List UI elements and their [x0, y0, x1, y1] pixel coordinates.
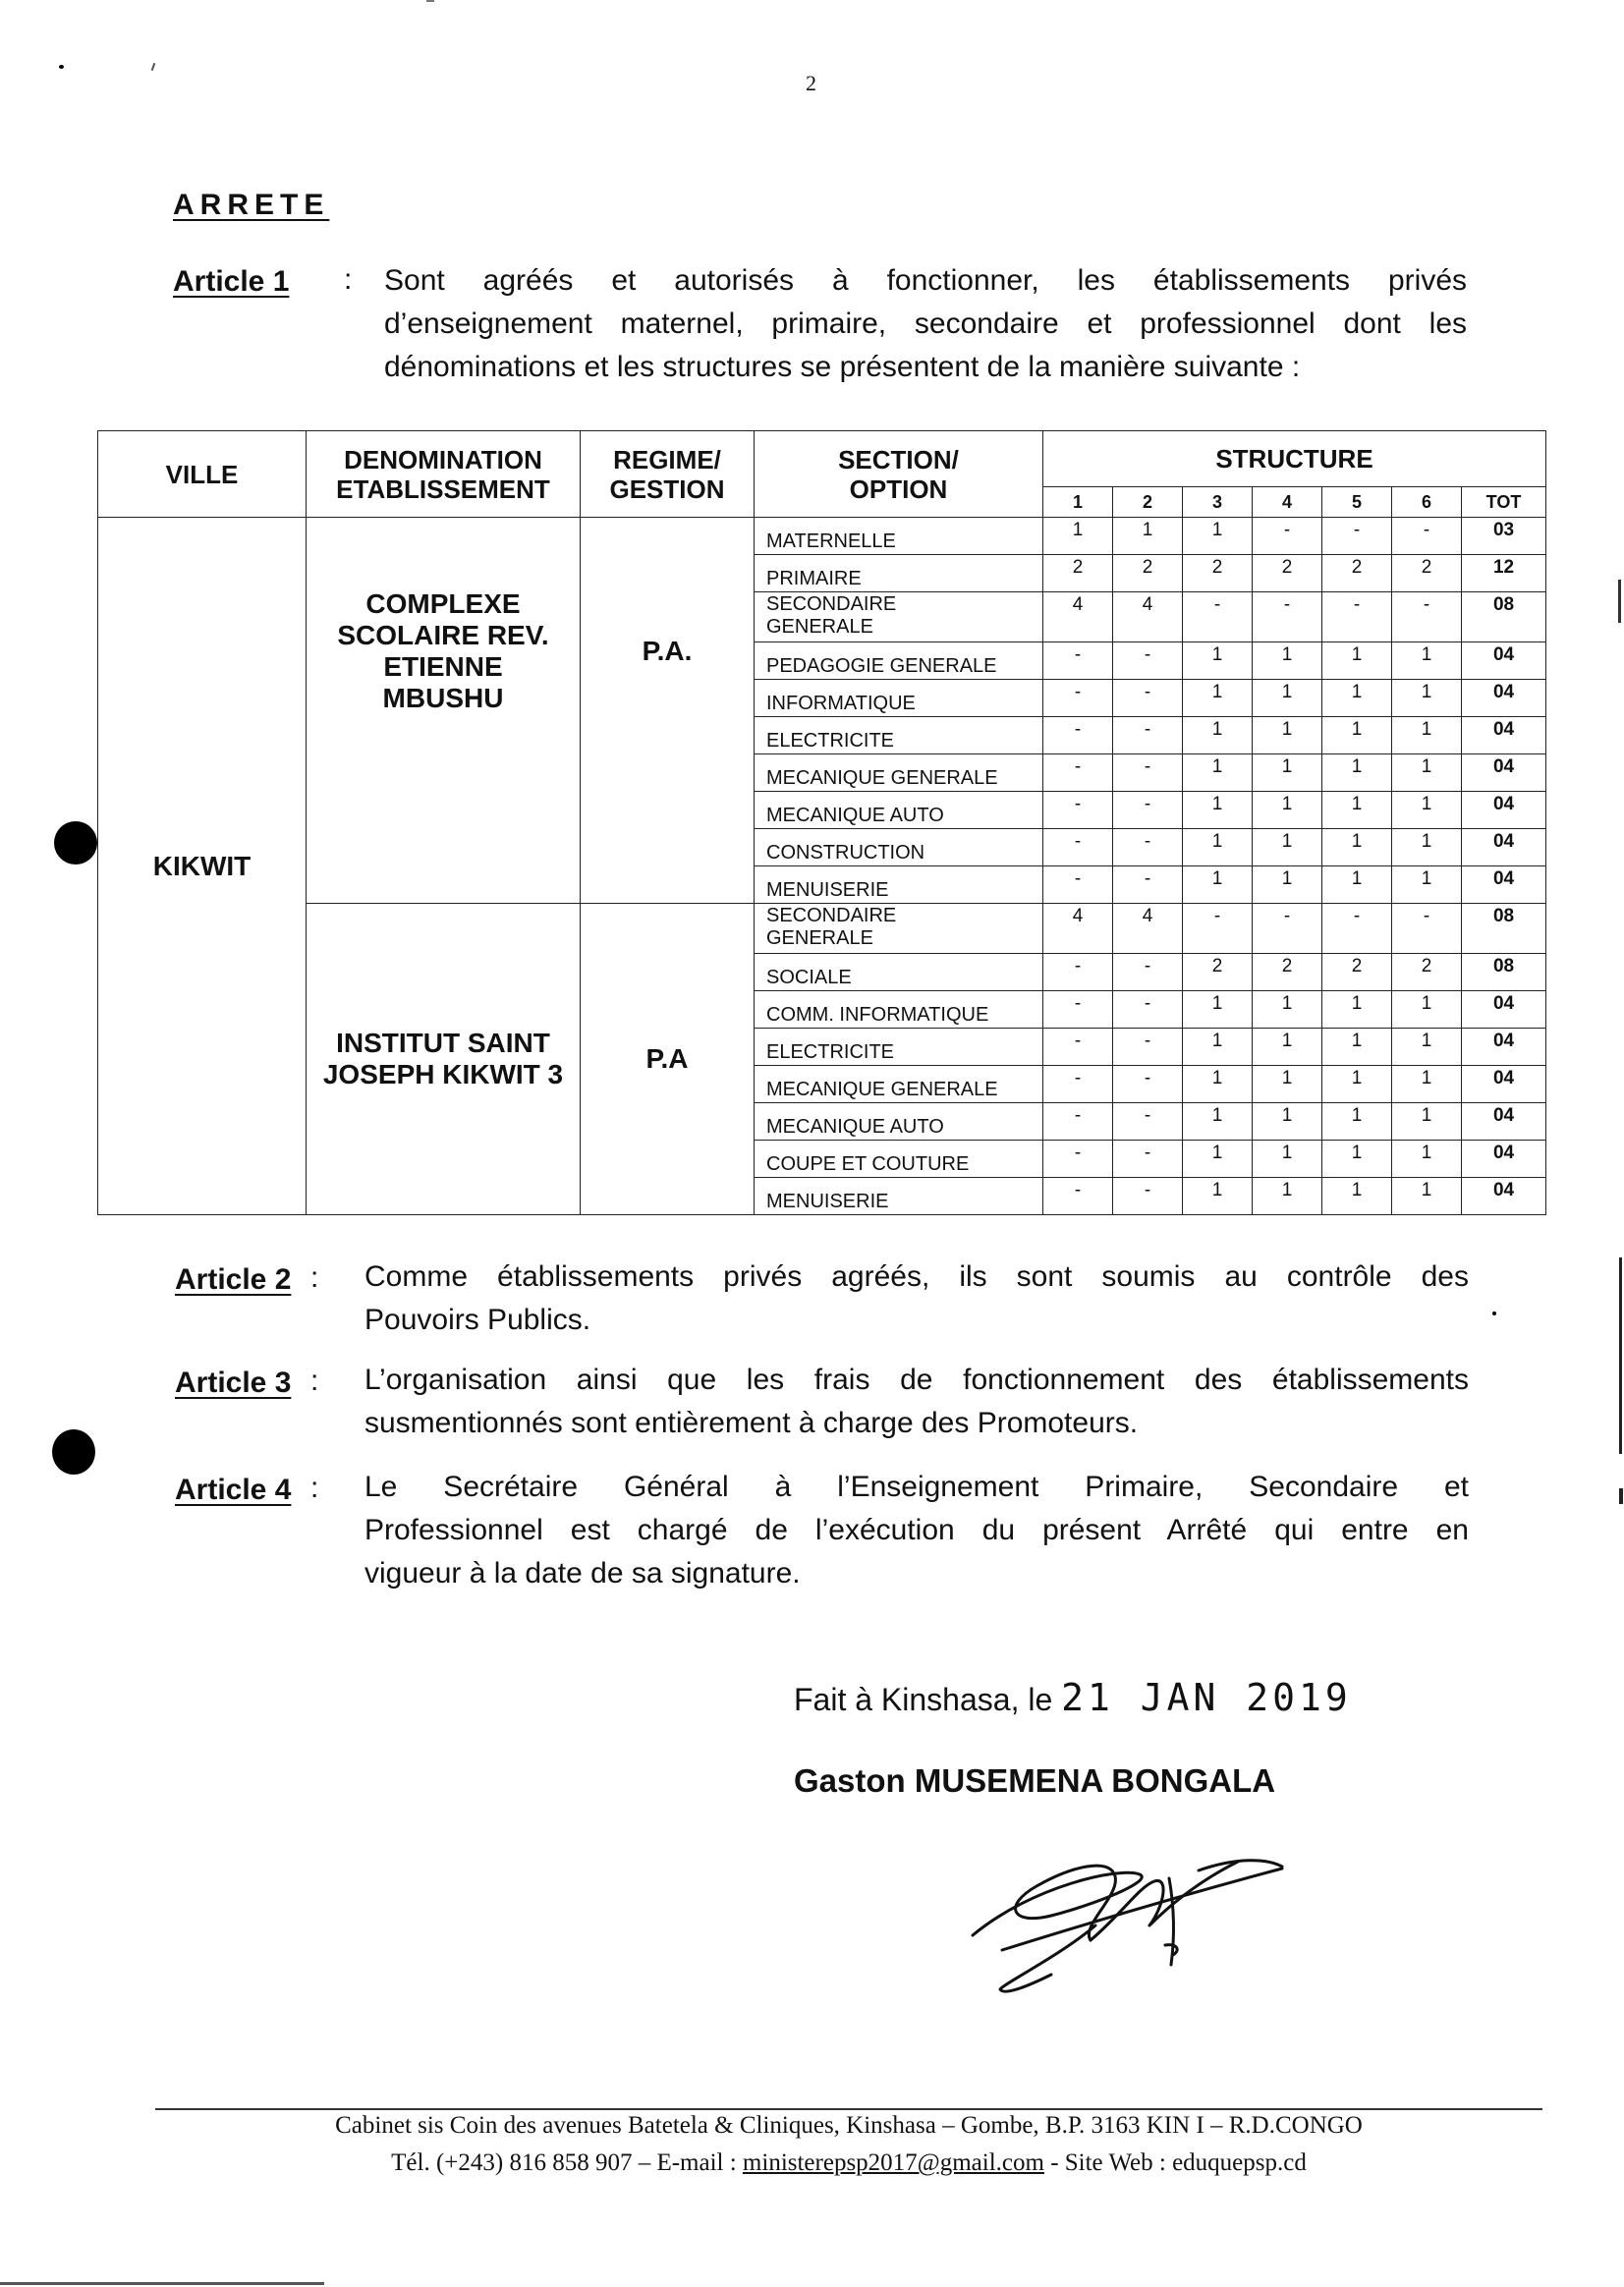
year-value-cell: 2 — [1392, 555, 1462, 592]
section-line: SECONDAIRE — [766, 593, 897, 615]
header-ville: VILLE — [98, 431, 307, 518]
section-line: MECANIQUE AUTO — [766, 805, 944, 826]
article1-text — [384, 259, 1467, 389]
section-line: COUPE ET COUTURE — [766, 1153, 970, 1175]
total-cell: 04 — [1462, 1103, 1546, 1141]
footer-divider — [155, 2108, 1542, 2110]
year-value-cell: - — [1322, 592, 1392, 642]
year-value-cell: - — [1043, 1178, 1113, 1215]
school-name-line: COMPLEXE — [365, 588, 521, 619]
place-date-line — [794, 1676, 1352, 1719]
header-denomination-line: ETABLISSEMENT — [336, 474, 550, 504]
article4-colon: : — [310, 1472, 319, 1504]
year-value-cell: 1 — [1392, 717, 1462, 754]
total-cell: 04 — [1462, 1066, 1546, 1103]
section-cell — [755, 866, 1043, 904]
year-value-cell: - — [1043, 717, 1113, 754]
year-value-cell: 1 — [1253, 991, 1322, 1029]
year-value-cell: 1 — [1183, 518, 1253, 555]
header-col-4: 4 — [1253, 487, 1322, 518]
year-value-cell: - — [1043, 1066, 1113, 1103]
year-value-cell: 1 — [1253, 717, 1322, 754]
year-value-cell: 2 — [1253, 954, 1322, 991]
year-value-cell: 1 — [1392, 1178, 1462, 1215]
regime-cell: P.A. — [581, 518, 755, 904]
year-value-cell: 1 — [1253, 754, 1322, 792]
article3-label: Article 3 — [175, 1367, 292, 1399]
year-value-cell: 2 — [1043, 555, 1113, 592]
structure-table — [97, 430, 1546, 1215]
header-col-2: 2 — [1113, 487, 1183, 518]
year-value-cell: - — [1043, 1029, 1113, 1066]
year-value-cell: 1 — [1392, 991, 1462, 1029]
year-value-cell: 1 — [1322, 754, 1392, 792]
year-value-cell: 1 — [1322, 866, 1392, 904]
year-value-cell: - — [1183, 904, 1253, 954]
year-value-cell: 1 — [1183, 754, 1253, 792]
total-cell: 03 — [1462, 518, 1546, 555]
year-value-cell: - — [1113, 829, 1183, 866]
article2-text — [364, 1255, 1469, 1342]
table-row — [98, 518, 1546, 555]
total-cell: 08 — [1462, 954, 1546, 991]
section-cell — [755, 954, 1043, 991]
year-value-cell: 1 — [1322, 1178, 1392, 1215]
header-col-6: 6 — [1392, 487, 1462, 518]
handwritten-date: 21 JAN 2019 — [1061, 1676, 1352, 1719]
year-value-cell: 1 — [1253, 1029, 1322, 1066]
year-value-cell: - — [1043, 1141, 1113, 1178]
year-value-cell: 1 — [1183, 1178, 1253, 1215]
signature-scribble — [943, 1827, 1316, 2004]
year-value-cell: - — [1043, 754, 1113, 792]
year-value-cell: - — [1043, 1103, 1113, 1141]
total-cell: 04 — [1462, 991, 1546, 1029]
footer-email-link[interactable]: ministerepsp2017@gmail.com — [742, 2149, 1044, 2176]
year-value-cell: 2 — [1322, 954, 1392, 991]
year-value-cell: - — [1043, 866, 1113, 904]
year-value-cell: 1 — [1253, 866, 1322, 904]
year-value-cell: 1 — [1392, 1029, 1462, 1066]
scan-mark — [426, 0, 434, 2]
year-value-cell: 1 — [1392, 680, 1462, 717]
year-value-cell: 2 — [1183, 555, 1253, 592]
header-regime-line: REGIME/ — [613, 444, 721, 474]
article2-line: Comme établissements privés agréés, ils sont soumis au contrôle des — [364, 1260, 1469, 1293]
year-value-cell: 1 — [1253, 792, 1322, 829]
section-line: COMM. INFORMATIQUE — [766, 1004, 989, 1026]
scan-edge-mark — [1619, 1488, 1623, 1504]
section-cell — [755, 829, 1043, 866]
year-value-cell: - — [1253, 904, 1322, 954]
article3-line: susmentionnés sont entièrement à charge des Promoteurs. — [364, 1407, 1139, 1439]
year-value-cell: 2 — [1392, 954, 1462, 991]
year-value-cell: 2 — [1253, 555, 1322, 592]
year-value-cell: - — [1392, 904, 1462, 954]
section-cell — [755, 754, 1043, 792]
year-value-cell: - — [1113, 1103, 1183, 1141]
year-value-cell: - — [1043, 642, 1113, 680]
year-value-cell: 1 — [1183, 1103, 1253, 1141]
year-value-cell: 1 — [1183, 1029, 1253, 1066]
year-value-cell: 4 — [1113, 904, 1183, 954]
regime-cell: P.A — [581, 904, 755, 1215]
section-cell — [755, 592, 1043, 642]
year-value-cell: 1 — [1322, 1103, 1392, 1141]
total-cell: 04 — [1462, 829, 1546, 866]
section-cell — [755, 1029, 1043, 1066]
scan-bottom-edge — [0, 2282, 324, 2285]
year-value-cell: - — [1392, 592, 1462, 642]
section-cell — [755, 1178, 1043, 1215]
article4-label: Article 4 — [175, 1474, 292, 1506]
year-value-cell: 1 — [1183, 1066, 1253, 1103]
footer-web: - Site Web : eduquepsp.cd — [1050, 2149, 1307, 2176]
year-value-cell: 1 — [1392, 754, 1462, 792]
year-value-cell: 1 — [1322, 642, 1392, 680]
total-cell: 04 — [1462, 1029, 1546, 1066]
year-value-cell: 2 — [1322, 555, 1392, 592]
scan-mark — [151, 63, 156, 71]
year-value-cell: 1 — [1392, 642, 1462, 680]
section-line: MATERNELLE — [766, 530, 896, 552]
year-value-cell: - — [1322, 904, 1392, 954]
header-col-1: 1 — [1043, 487, 1113, 518]
year-value-cell: - — [1113, 754, 1183, 792]
section-cell — [755, 680, 1043, 717]
year-value-cell: 1 — [1322, 1066, 1392, 1103]
decree-heading: ARRETE — [173, 189, 330, 221]
school-name-line: SCOLAIRE REV. — [337, 620, 549, 650]
scan-edge-mark — [1619, 1257, 1622, 1454]
section-cell — [755, 1141, 1043, 1178]
year-value-cell: 1 — [1183, 1141, 1253, 1178]
year-value-cell: 4 — [1113, 592, 1183, 642]
header-col-5: 5 — [1322, 487, 1392, 518]
section-line: INFORMATIQUE — [766, 693, 916, 714]
year-value-cell: - — [1113, 1178, 1183, 1215]
article1-label: Article 1 — [173, 265, 290, 298]
year-value-cell: - — [1253, 518, 1322, 555]
section-line: MENUISERIE — [766, 879, 889, 901]
year-value-cell: 1 — [1183, 642, 1253, 680]
year-value-cell: 1 — [1392, 1066, 1462, 1103]
footer-contact — [155, 2149, 1542, 2177]
year-value-cell: 1 — [1392, 1103, 1462, 1141]
total-cell: 08 — [1462, 592, 1546, 642]
structure-table-body — [98, 518, 1546, 1215]
year-value-cell: 1 — [1322, 991, 1392, 1029]
year-value-cell: 1 — [1253, 1066, 1322, 1103]
section-line: MECANIQUE GENERALE — [766, 1079, 998, 1100]
year-value-cell: - — [1043, 829, 1113, 866]
year-value-cell: 1 — [1322, 680, 1392, 717]
year-value-cell: 1 — [1392, 829, 1462, 866]
header-regime-line: GESTION — [609, 474, 725, 504]
scan-edge-mark — [1618, 580, 1621, 623]
section-line: PEDAGOGIE GENERALE — [766, 655, 997, 677]
year-value-cell: 1 — [1183, 991, 1253, 1029]
punch-hole-mark — [54, 821, 97, 865]
year-value-cell: 4 — [1043, 592, 1113, 642]
year-value-cell: 1 — [1253, 1141, 1322, 1178]
year-value-cell: - — [1113, 954, 1183, 991]
header-col-3: 3 — [1183, 487, 1253, 518]
year-value-cell: 1 — [1253, 680, 1322, 717]
section-line: SOCIALE — [766, 967, 852, 988]
section-cell — [755, 904, 1043, 954]
header-section-line: SECTION/ — [838, 444, 959, 474]
year-value-cell: 1 — [1253, 1103, 1322, 1141]
total-cell: 04 — [1462, 754, 1546, 792]
total-cell: 04 — [1462, 1178, 1546, 1215]
year-value-cell: 1 — [1392, 792, 1462, 829]
table-row — [98, 904, 1546, 954]
total-cell: 04 — [1462, 717, 1546, 754]
year-value-cell: 1 — [1392, 1141, 1462, 1178]
section-line: MECANIQUE AUTO — [766, 1116, 944, 1138]
article2-label: Article 2 — [175, 1263, 292, 1296]
year-value-cell: - — [1043, 680, 1113, 717]
article2-colon: : — [310, 1261, 319, 1294]
total-cell: 04 — [1462, 680, 1546, 717]
year-value-cell: - — [1113, 1029, 1183, 1066]
article3-line: L’organisation ainsi que les frais de fonctionnement des établissements — [364, 1364, 1469, 1396]
header-denomination-line: DENOMINATION — [344, 444, 542, 474]
school-name-cell — [307, 904, 581, 1215]
section-line: GENERALE — [766, 616, 873, 638]
header-col-tot: TOT — [1462, 487, 1546, 518]
year-value-cell: 1 — [1322, 1141, 1392, 1178]
year-value-cell: - — [1043, 954, 1113, 991]
year-value-cell: - — [1253, 592, 1322, 642]
school-name-line: JOSEPH KIKWIT 3 — [322, 1059, 564, 1089]
article1-line: Sont agréés et autorisés à fonctionner, les établissements privés — [384, 264, 1467, 297]
year-value-cell: 1 — [1322, 829, 1392, 866]
section-cell — [755, 518, 1043, 555]
header-section-line: OPTION — [849, 474, 948, 504]
article1-line: d’enseignement maternel, primaire, secondaire et professionnel dont les — [384, 307, 1467, 340]
year-value-cell: 1 — [1322, 717, 1392, 754]
section-line: ELECTRICITE — [766, 730, 895, 752]
year-value-cell: - — [1113, 642, 1183, 680]
year-value-cell: 1 — [1113, 518, 1183, 555]
signatory-name: Gaston MUSEMENA BONGALA — [794, 1762, 1276, 1799]
year-value-cell: - — [1113, 792, 1183, 829]
year-value-cell: - — [1113, 991, 1183, 1029]
year-value-cell: - — [1113, 1066, 1183, 1103]
year-value-cell: - — [1043, 792, 1113, 829]
section-cell — [755, 717, 1043, 754]
section-line: GENERALE — [766, 927, 873, 949]
school-name-line: ETIENNE — [383, 651, 503, 682]
ville-cell: KIKWIT — [98, 518, 307, 1215]
footer-address: Cabinet sis Coin des avenues Batetela & Cliniques, Kinshasa – Gombe, B.P. 3163 KIN I – R.D.CONGO — [335, 2112, 1363, 2139]
school-name-line: INSTITUT SAINT — [336, 1028, 550, 1058]
article3-colon: : — [310, 1365, 319, 1397]
year-value-cell: - — [1183, 592, 1253, 642]
header-denomination — [307, 431, 581, 518]
total-cell: 12 — [1462, 555, 1546, 592]
article1-line: dénominations et les structures se présentent de la manière suivante : — [384, 351, 1301, 383]
total-cell: 04 — [1462, 866, 1546, 904]
total-cell: 04 — [1462, 1141, 1546, 1178]
section-line: PRIMAIRE — [766, 568, 862, 589]
year-value-cell: 1 — [1322, 792, 1392, 829]
total-cell: 04 — [1462, 642, 1546, 680]
scan-mark — [59, 65, 64, 69]
article4-line: vigueur à la date de sa signature. — [364, 1557, 801, 1590]
header-section — [755, 431, 1043, 518]
year-value-cell: 1 — [1253, 642, 1322, 680]
section-cell — [755, 991, 1043, 1029]
year-value-cell: 1 — [1392, 866, 1462, 904]
section-cell — [755, 792, 1043, 829]
year-value-cell: 1 — [1183, 866, 1253, 904]
article3-text — [364, 1359, 1469, 1445]
year-value-cell: 1 — [1183, 680, 1253, 717]
article4-line: Professionnel est chargé de l’exécution du présent Arrêté qui entre en — [364, 1514, 1469, 1546]
year-value-cell: 1 — [1183, 792, 1253, 829]
article4-line: Le Secrétaire Général à l’Enseignement Primaire, Secondaire et — [364, 1471, 1469, 1503]
year-value-cell: 4 — [1043, 904, 1113, 954]
year-value-cell: 1 — [1253, 1178, 1322, 1215]
year-value-cell: - — [1113, 717, 1183, 754]
page-number: 2 — [806, 71, 816, 95]
scan-mark — [1492, 1311, 1496, 1315]
year-value-cell: 1 — [1183, 717, 1253, 754]
year-value-cell: - — [1043, 991, 1113, 1029]
year-value-cell: - — [1113, 1141, 1183, 1178]
year-value-cell: - — [1113, 680, 1183, 717]
year-value-cell: 1 — [1322, 1029, 1392, 1066]
year-value-cell: 2 — [1113, 555, 1183, 592]
year-value-cell: 1 — [1253, 829, 1322, 866]
total-cell: 08 — [1462, 904, 1546, 954]
footer-tel: Tél. (+243) 816 858 907 – E-mail : — [391, 2149, 737, 2176]
section-line: ELECTRICITE — [766, 1041, 895, 1063]
article1-colon: : — [344, 263, 353, 296]
header-structure: STRUCTURE — [1043, 431, 1546, 487]
school-name-line: MBUSHU — [382, 683, 504, 713]
article4-text — [364, 1466, 1469, 1595]
section-line: CONSTRUCTION — [766, 842, 925, 864]
place-prefix: Fait à Kinshasa, le — [794, 1682, 1053, 1717]
section-line: MECANIQUE GENERALE — [766, 767, 998, 789]
year-value-cell: 1 — [1183, 829, 1253, 866]
section-cell — [755, 1066, 1043, 1103]
header-regime — [581, 431, 755, 518]
section-cell — [755, 1103, 1043, 1141]
total-cell: 04 — [1462, 792, 1546, 829]
year-value-cell: - — [1113, 866, 1183, 904]
year-value-cell: 2 — [1183, 954, 1253, 991]
year-value-cell: - — [1392, 518, 1462, 555]
school-name-cell — [307, 518, 581, 904]
year-value-cell: 1 — [1043, 518, 1113, 555]
year-value-cell: - — [1322, 518, 1392, 555]
punch-hole-mark — [52, 1429, 95, 1475]
section-cell — [755, 555, 1043, 592]
section-line: MENUISERIE — [766, 1191, 889, 1212]
section-line: SECONDAIRE — [766, 905, 897, 926]
article2-line: Pouvoirs Publics. — [364, 1304, 591, 1336]
section-cell — [755, 642, 1043, 680]
